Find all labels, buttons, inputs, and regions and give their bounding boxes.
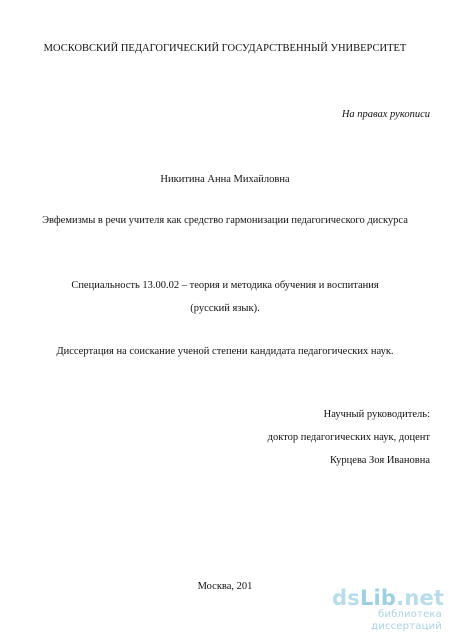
- rights-note: На правах рукописи: [341, 109, 430, 120]
- watermark-brand-part-3: .net: [396, 586, 445, 610]
- university-name: МОСКОВСКИЙ ПЕДАГОГИЧЕСКИЙ ГОСУДАРСТВЕННЫЙ УНИВЕРСИТЕТ: [43, 43, 407, 54]
- watermark-brand-part-1: ds: [332, 586, 360, 610]
- dissertation-degree-line: Диссертация на соискание ученой степени кандидата педагогических наук.: [56, 346, 394, 357]
- watermark-brand-part-2: Lib: [359, 586, 397, 610]
- specialty-line-1: Специальность 13.00.02 – теория и методика обучения и воспитания: [71, 280, 379, 291]
- specialty-line-2: (русский язык).: [190, 303, 260, 314]
- dslib-watermark: [332, 586, 445, 633]
- author-name: Никитина Анна Михайловна: [160, 174, 290, 185]
- supervisor-label: Научный руководитель:: [323, 409, 430, 420]
- supervisor-name: Курцева Зоя Ивановна: [329, 455, 430, 466]
- dissertation-title: Эвфемизмы в речи учителя как средство гармонизации педагогического дискурса: [42, 215, 408, 226]
- supervisor-degree: доктор педагогических наук, доцент: [267, 432, 430, 443]
- place-year: Москва, 201: [197, 581, 253, 592]
- watermark-subtitle: библиотека диссертаций: [371, 609, 442, 632]
- watermark-brand: [332, 586, 445, 610]
